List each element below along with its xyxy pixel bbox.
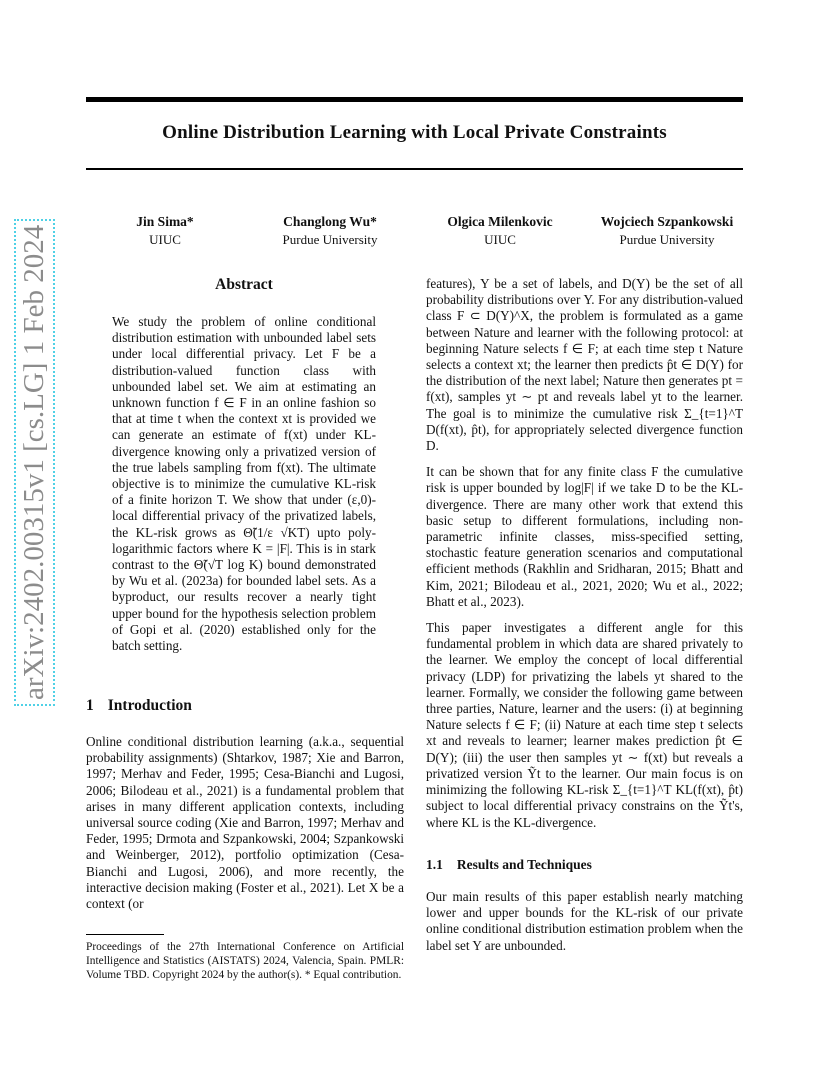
section-1-heading <box>86 697 192 715</box>
author-3 <box>425 214 575 248</box>
subsection-number: 1.1 <box>426 856 443 872</box>
author-affiliation: UIUC <box>484 232 516 247</box>
section-title: Introduction <box>107 697 192 714</box>
author-name: Olgica Milenkovic <box>447 214 553 229</box>
paragraph-private-setting: This paper investigates a different angle for this fundamental problem in which data are shared privately to the learner. We employ the concept of local differential privacy (LDP) for privatizing the labels yt shared to the learner. Formally, we consider the following game between three parties, Nature, learner and the users: (i) at beginning Nature selects f ∈ F; (ii) Nature at each time step t selects xt and reveals to learner; learner makes prediction p̂t ∈ D(Y); (iii) the user then samples yt ∼ f(xt) but reveals a privatized version Ỹt to the learner. Our main focus is on minimizing the following KL-risk Σ_{t=1}^T KL(f(xt), p̂t) subject to local differential privacy constrains on the Ỹt's, where KL is the KL-divergence. <box>426 620 743 830</box>
author-affiliation: Purdue University <box>619 232 715 247</box>
author-2 <box>255 214 405 248</box>
footnote: Proceedings of the 27th International Conference on Artificial Intelligence and Statistics (AISTATS) 2024, Valencia, Spain. PMLR: Volume TBD. Copyright 2024 by the author(s). * Equal contribution. <box>86 941 404 981</box>
author-1 <box>100 214 230 248</box>
intro-body <box>86 734 404 912</box>
author-name: Wojciech Szpankowski <box>600 214 734 229</box>
paragraph-game-setup: features), Y be a set of labels, and D(Y) be the set of all probability distributions over Y. For any distribution-valued class F ⊂ D(Y)^X, the problem is formulated as a game between Nature and learner with the following protocol: at beginning Nature selects f ∈ F; at each time step t Nature selects a context xt; the learner then predicts p̂t ∈ D(Y) for the distribution of the next label; Nature then generates pt = f(xt), samples yt ∼ pt and reveals label yt to the learner. The goal is to minimize the cumulative risk Σ_{t=1}^T D(f(xt), p̂t), for appropriately selected divergence function D. <box>426 276 743 454</box>
abstract-text: We study the problem of online conditional distribution estimation with unbounded label sets under local differential privacy. Let F be a distribution-valued function class with unbounded label set. We aim at estimating an unknown function f ∈ F in an online fashion so that at time t when the context xt is provided we can generate an estimate of f(xt) under KL-divergence knowing only a privatized version of the true labels sampling from f(xt). The ultimate objective is to minimize the cumulative KL-risk of a finite horizon T. We show that under (ε,0)-local differential privacy of the privatized labels, the KL-risk grows as Θ̃(1/ε √KT) upto poly-logarithmic factors where K = |F|. This is in stark contrast to the Θ̃(√T log K) bound demonstrated by Wu et al. (2023a) for bounded label sets. As a byproduct, our results recover a nearly tight upper bound for the hypothesis selection problem of Gopi et al. (2020) established only for the batch setting. <box>112 314 376 654</box>
title-rule <box>86 168 743 170</box>
author-affiliation: UIUC <box>149 232 181 247</box>
paragraph-related-work: It can be shown that for any finite class F the cumulative risk is upper bounded by log|F| if we take D to be the KL-divergence. There are many other work that extend this basic setup to different formulations, including non-parametric infinite classes, miss-specified setting, stochastic feature generation scenarios and computational efficient methods (Rakhlin and Sridharan, 2015; Bhatt and Kim, 2021; Bilodeau et al., 2021, 2020; Wu et al., 2022; Bhatt et al., 2023). <box>426 464 743 609</box>
section-number: 1 <box>86 697 94 714</box>
arxiv-identifier-stamp[interactable]: arXiv:2402.00315v1 [cs.LG] 1 Feb 2024 <box>18 224 50 700</box>
right-column <box>426 276 743 954</box>
footnote-rule <box>86 934 164 935</box>
abstract-heading: Abstract <box>215 276 273 293</box>
paragraph-results: Our main results of this paper establish nearly matching lower and upper bounds for the KL-risk of our private online conditional distribution estimation problem when the label set Y are unbounded. <box>426 888 743 953</box>
paper-title: Online Distribution Learning with Local Private Constraints <box>162 122 667 143</box>
abstract-body <box>112 314 376 654</box>
author-affiliation: Purdue University <box>282 232 378 247</box>
top-rule <box>86 97 743 102</box>
author-name: Jin Sima* <box>136 214 194 229</box>
subsection-title: Results and Techniques <box>456 856 592 872</box>
intro-paragraph: Online conditional distribution learning (a.k.a., sequential probability assignments) (Shtarkov, 1987; Xie and Barron, 1997; Merhav and Feder, 1995; Cesa-Bianchi and Lugosi, 2006; Bilodeau et al., 2021) is a fundamental problem that arises in many different application contexts, including universal source coding (Xie and Barron, 1997; Merhav and Feder, 1995; Drmota and Szpankowski, 2004; Szpankowski and Weinberger, 2012), portfolio optimization (Cesa-Bianchi and Lugosi, 2006), and more recently, the interactive decision making (Foster et al., 2021). Let X be a context (or <box>86 734 404 912</box>
author-name: Changlong Wu* <box>283 214 377 229</box>
subsection-1-1-heading <box>426 857 743 873</box>
author-4 <box>582 214 752 248</box>
